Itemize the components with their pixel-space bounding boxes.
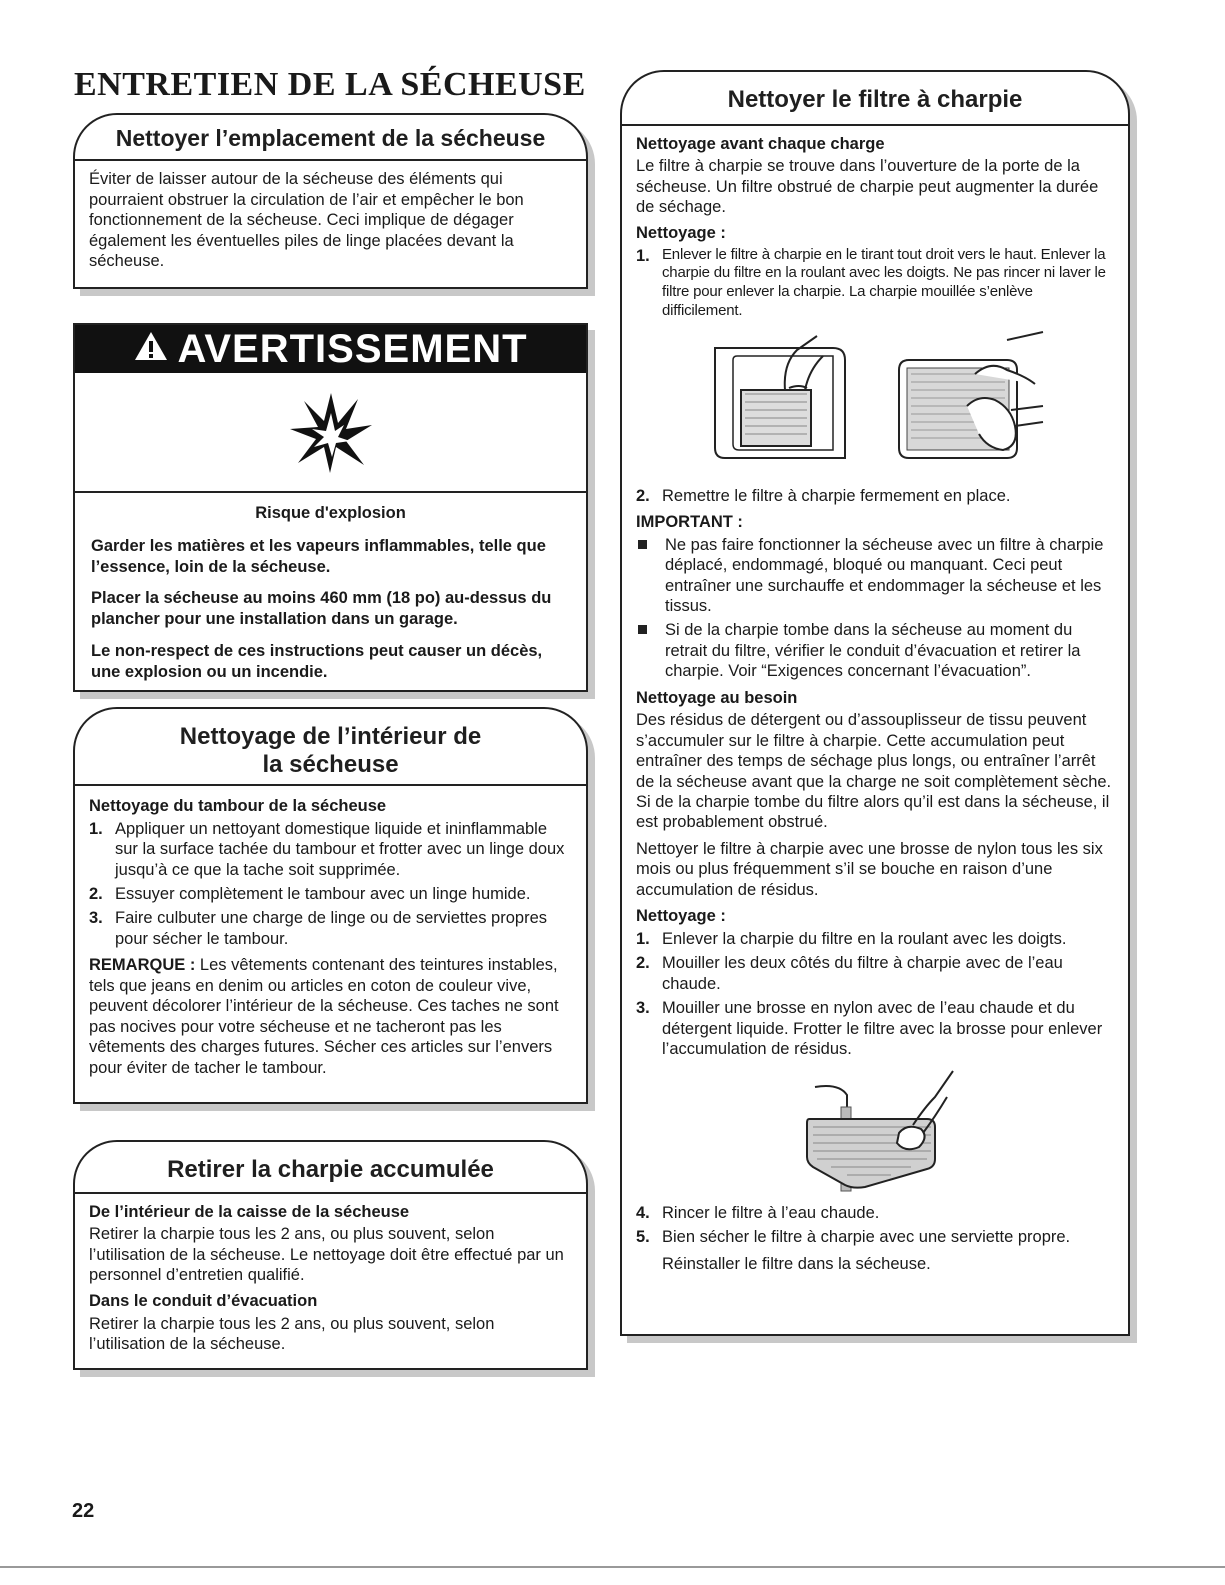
section-clean-location (73, 113, 588, 289)
section-clean-interior (73, 707, 588, 1104)
note-label: REMARQUE : (89, 956, 196, 975)
step-number: 1. (636, 246, 650, 265)
list-item (636, 620, 1114, 681)
step-text: Mouiller les deux côtés du filtre à charpie avec de l’eau chaude. (662, 954, 1063, 993)
paragraph: Retirer la charpie tous les 2 ans, ou plus souvent, selon l’utilisation de la sécheuse. (89, 1314, 495, 1354)
paragraph: Retirer la charpie tous les 2 ans, ou plus souvent, selon l’utilisation de la sécheuse. Le nettoyage doit être effectué par un personnel d’entretien qualifié. (89, 1225, 564, 1284)
section-body (622, 126, 1128, 1291)
warning-title: AVERTISSEMENT (177, 326, 528, 371)
warning-header (75, 325, 586, 373)
section-body (75, 786, 586, 1094)
section-body (75, 1194, 586, 1371)
section-title: Nettoyer l’emplacement de la sécheuse (75, 115, 586, 161)
steps-list (89, 819, 572, 950)
explosion-icon-row (75, 373, 586, 493)
paragraph: Éviter de laisser autour de la sécheuse des éléments qui pourraient obstruer la circulation de l’air et empêcher le bon fonctionnement de la sécheuse. Ceci implique de dégager également les éventuelles piles de linge placées devant la sécheuse. (89, 170, 524, 271)
warning-paragraph: Le non-respect de ces instructions peut causer un décès, une explosion ou un incendie. (91, 641, 543, 681)
section-title (75, 709, 586, 786)
subheading: De l’intérieur de la caisse de la sécheuse (89, 1202, 410, 1221)
warning-triangle-icon (133, 327, 169, 372)
step-number: 1. (636, 929, 650, 948)
note-paragraph (89, 955, 572, 1078)
illustration-row (636, 1067, 1114, 1198)
step-number: 4. (636, 1203, 650, 1222)
subheading: Dans le conduit d’évacuation (89, 1292, 318, 1311)
step-number: 3. (636, 999, 650, 1018)
step-text: Remettre le filtre à charpie fermement en place. (662, 486, 1011, 505)
warning-paragraph: Placer la sécheuse au moins 460 mm (18 po) au-dessus du plancher pour une installation dans un garage. (91, 589, 552, 629)
step-text: Bien sécher le filtre à charpie avec une serviette propre. (662, 1228, 1071, 1247)
steps-list (636, 929, 1114, 1060)
bullet-list (636, 535, 1114, 682)
step-number: 2. (636, 486, 650, 505)
bullet-square-icon (638, 625, 647, 634)
section-body (75, 161, 586, 287)
paragraph: Des résidus de détergent ou d’assouplisseur de tissu peuvent s’accumuler sur le filtre à charpie. Cette accumulation peut entraîner des temps de séchage plus longs, ou entraîner l’arrêt de la sécheuse avant que la charge ne soit complètement sèche. Si de la charpie tombe du filtre alors qu’il est dans la sécheuse, il est probablement obstrué. (636, 711, 1112, 832)
subheading: Nettoyage au besoin (636, 688, 798, 707)
section-title-line: la sécheuse (262, 750, 399, 778)
section-title: Retirer la charpie accumulée (75, 1142, 586, 1194)
paragraph: Réinstaller le filtre dans la sécheuse. (662, 1254, 931, 1273)
step-number: 2. (636, 954, 650, 973)
step-text: Enlever le filtre à charpie en le tirant tout droit vers le haut. Enlever la charpie du filtre en la roulant avec les doigts. Ne pas rincer ni laver le filtre pour enlever la charpie. La charpie mouillée s’enlève difficilement. (662, 245, 1106, 319)
section-remove-lint (73, 1140, 588, 1370)
steps-list (636, 486, 1114, 506)
step-number: 1. (89, 819, 103, 838)
note-text: Les vêtements contenant des teintures instables, tels que jeans en denim ou articles en coton de couleur vive, peuvent décolorer l’intérieur de la sécheuse. Ces taches ne sont pas nocives pour votre sécheuse et ne tacheront pas les vêtements des charges futures. Sécher ces articles sur l’envers pour éviter de tacher le tambour. (89, 956, 559, 1077)
steps-list (636, 246, 1114, 320)
section-title-line: Nettoyage de l’intérieur de (179, 723, 482, 750)
list-item (636, 1227, 1114, 1247)
section-title: Nettoyer le filtre à charpie (622, 72, 1128, 126)
step-text: Faire culbuter une charge de linge ou de serviettes propres pour sécher le tambour. (115, 909, 548, 948)
list-item (636, 998, 1114, 1059)
warning-box (73, 323, 588, 692)
list-item (636, 535, 1114, 617)
explosion-icon (286, 385, 376, 480)
subheading: IMPORTANT : (636, 513, 743, 532)
paragraph: Nettoyer le filtre à charpie avec une brosse de nylon tous les six mois ou plus fréquemment s’il se bouche en raison d’une accumulation de résidus. (636, 839, 1103, 899)
list-item (636, 246, 1114, 320)
bottom-divider (0, 1566, 1225, 1568)
page-number: 22 (72, 1500, 95, 1522)
paragraph: Le filtre à charpie se trouve dans l’ouverture de la porte de la sécheuse. Un filtre obstrué de charpie peut augmenter la durée de séchage. (636, 157, 1099, 216)
subheading: Nettoyage avant chaque charge (636, 134, 885, 153)
subheading: Nettoyage du tambour de la sécheuse (89, 797, 387, 816)
step-number: 2. (89, 885, 103, 903)
step-text: Mouiller une brosse en nylon avec de l’eau chaude et du détergent liquide. Frotter le filtre avec la brosse pour enlever l’accumulation de résidus. (662, 999, 1103, 1059)
bullet-square-icon (638, 540, 647, 549)
list-item (89, 819, 572, 880)
list-item (636, 486, 1114, 506)
warning-paragraph: Garder les matières et les vapeurs inflammables, telle que l’essence, loin de la sécheuse. (91, 537, 546, 577)
filter-rinse-brush-illustration (795, 1067, 955, 1198)
list-item (89, 884, 572, 904)
steps-list (636, 1203, 1114, 1248)
list-item (89, 908, 572, 949)
step-text: Appliquer un nettoyant domestique liquide et ininflammable sur la surface tachée du tambour et frotter avec un linge doux jusqu’à ce que la tache soit supprimée. (115, 819, 565, 879)
subheading: Nettoyage : (636, 224, 726, 243)
illustration-row (636, 330, 1114, 475)
step-text: Rincer le filtre à l’eau chaude. (662, 1203, 880, 1222)
step-number: 5. (636, 1228, 650, 1247)
section-clean-lint-filter (620, 70, 1130, 1336)
bullet-text: Si de la charpie tombe dans la sécheuse au moment du retrait du filtre, vérifier le conduit d’évacuation et retirer la charpie. Voir “Exigences concernant l’évacuation”. (665, 621, 1081, 681)
list-item (636, 1203, 1114, 1223)
warning-body (75, 493, 586, 703)
list-item (636, 929, 1114, 949)
page-title: ENTRETIEN DE LA SÉCHEUSE (74, 66, 586, 103)
step-number: 3. (89, 909, 103, 928)
warning-risk: Risque d'explosion (255, 504, 406, 522)
step-text: Essuyer complètement le tambour avec un linge humide. (115, 885, 531, 903)
list-item (636, 953, 1114, 994)
lint-filter-removal-illustration (705, 330, 855, 475)
subheading: Nettoyage : (636, 907, 726, 926)
lint-removal-hand-illustration (895, 330, 1045, 475)
step-text: Enlever la charpie du filtre en la roulant avec les doigts. (662, 929, 1067, 948)
bullet-text: Ne pas faire fonctionner la sécheuse avec un filtre à charpie déplacé, endommagé, bloqué ou manquant. Ceci peut entraîner une surchauffe et endommager la sécheuse et les tissus. (665, 535, 1104, 615)
